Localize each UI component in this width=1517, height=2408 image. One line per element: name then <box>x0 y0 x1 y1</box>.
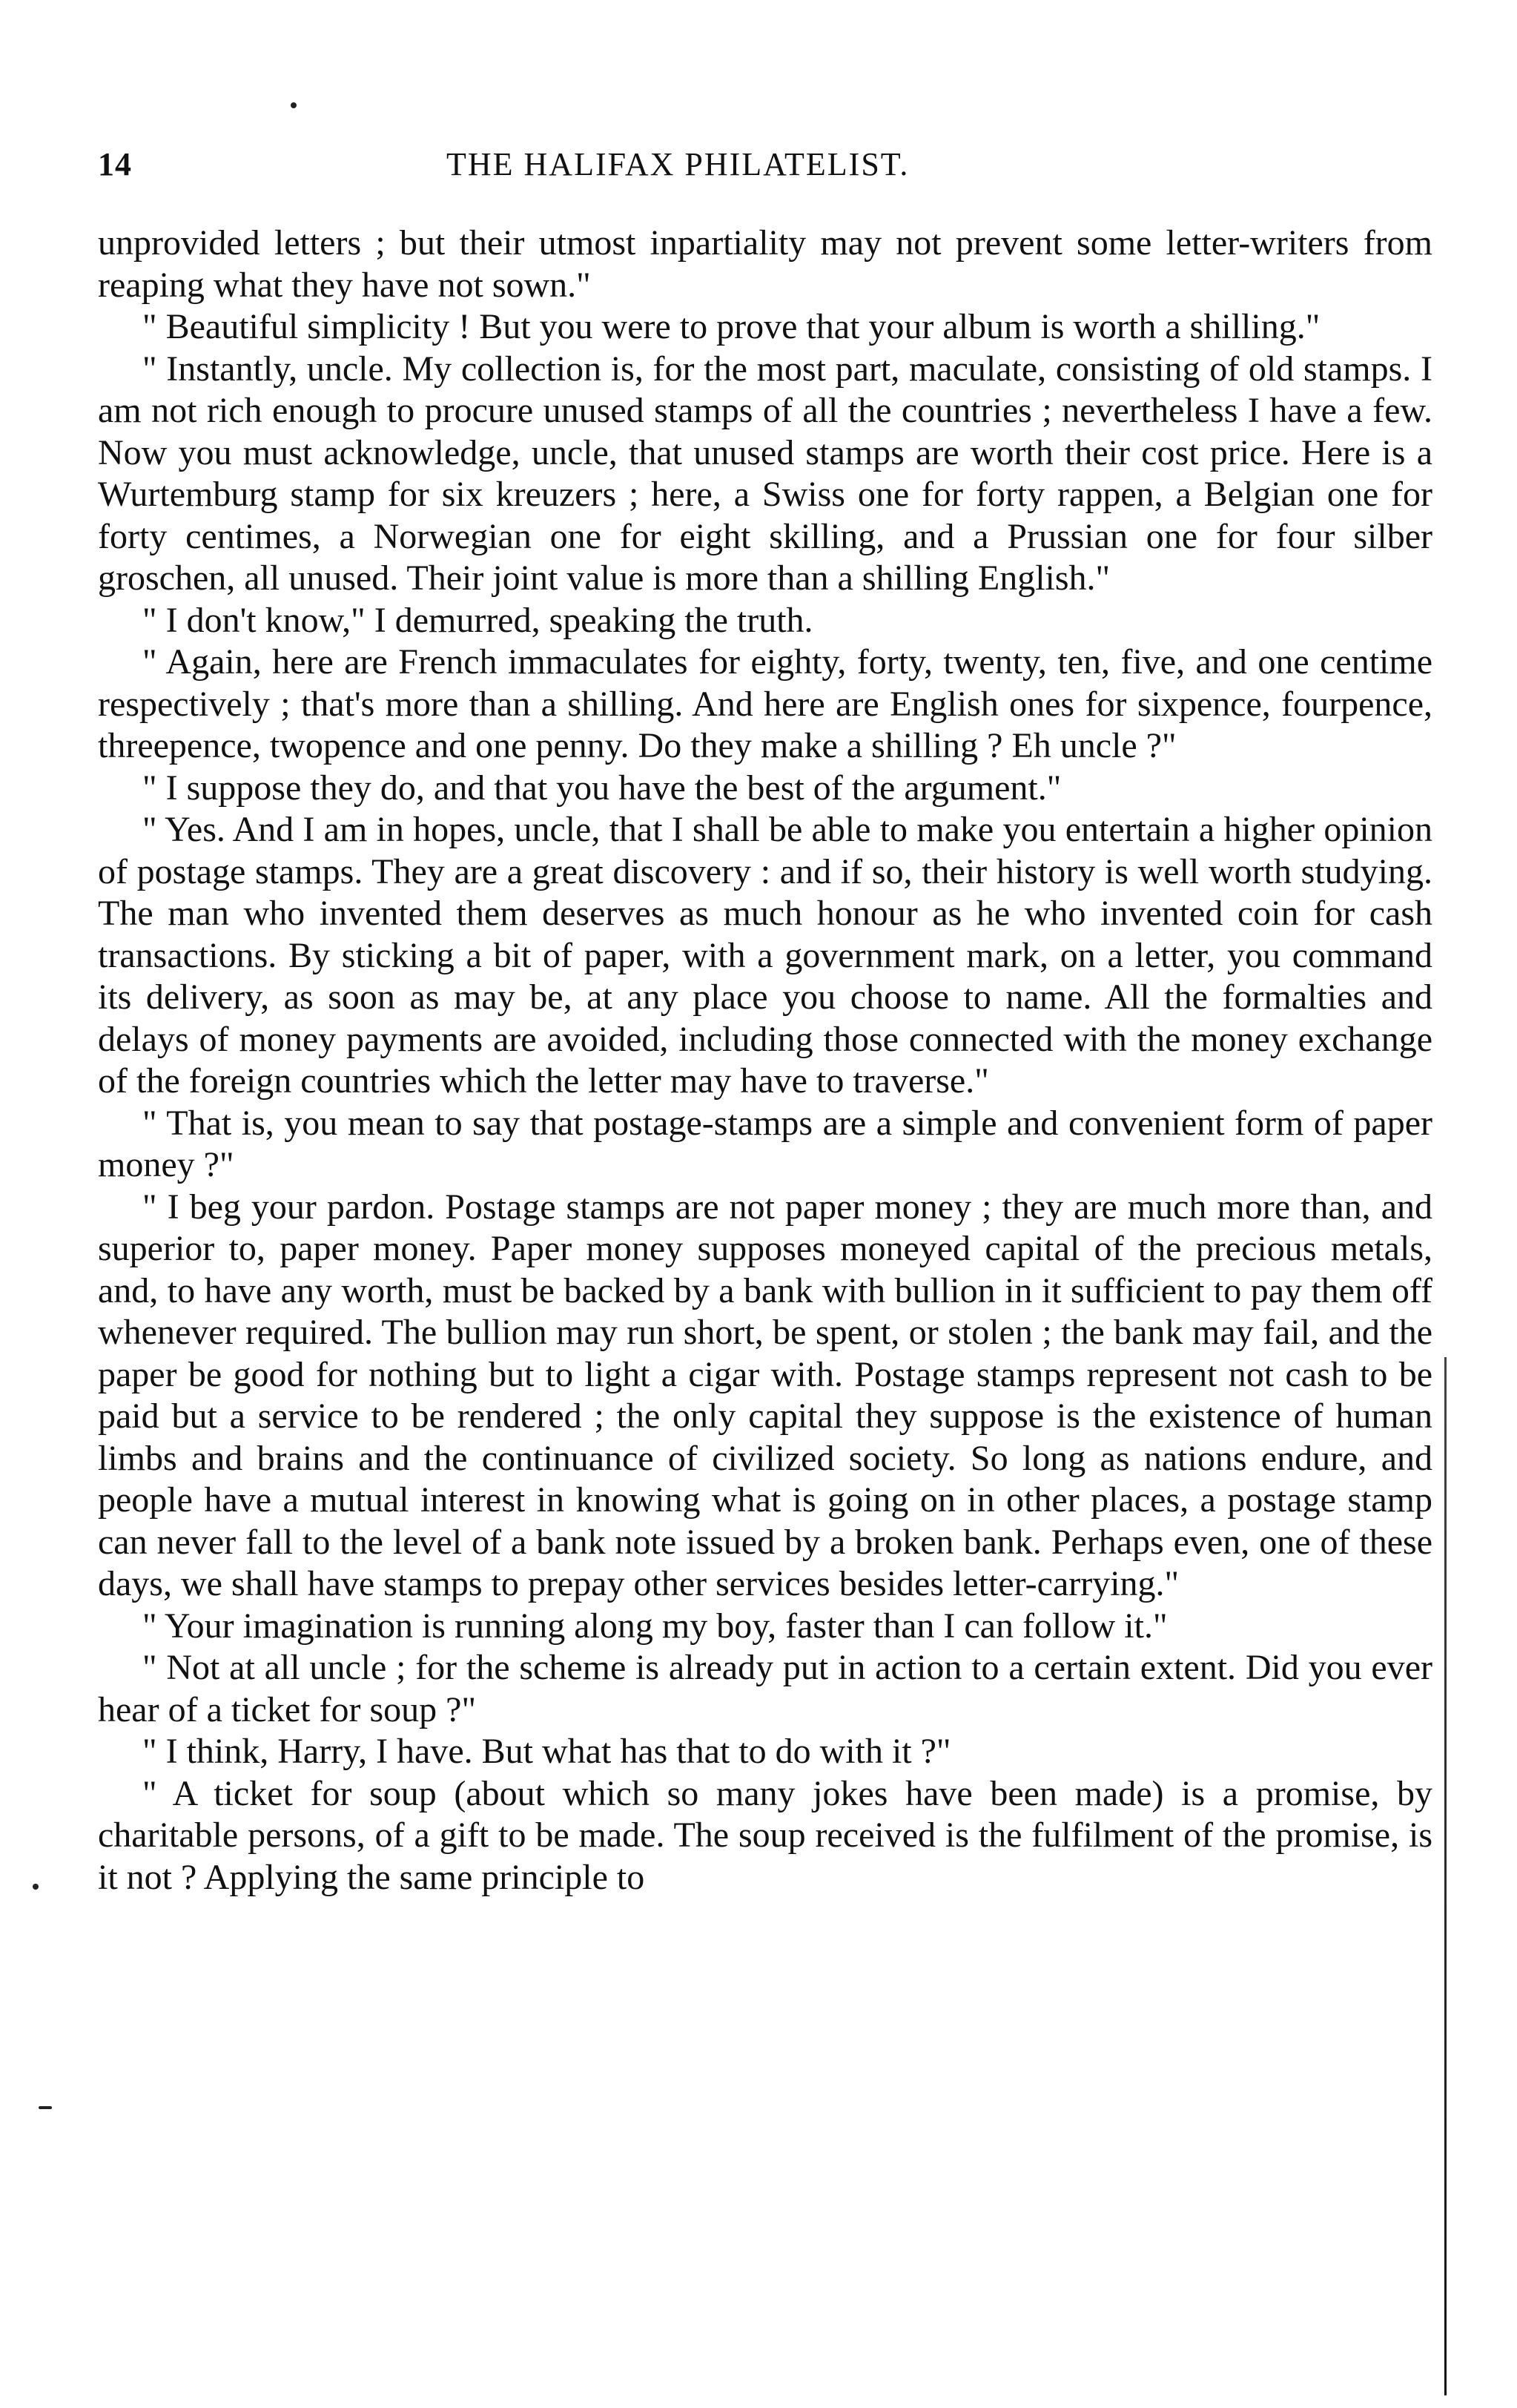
paragraph: " Instantly, uncle. My collection is, for the most part, maculate, consisting of old stamps. I am not rich enough to procure unused stamps of all the countries ; nevertheless I have a few. Now you must acknowledge, uncle, that unused stamps are worth their cost price. Here is a Wurtemburg stamp for six kreuzers ; here, a Swiss one for forty rappen, a Belgian one for forty centimes, a Norwegian one for eight skilling, and a Prussian one for four silber groschen, all unused. Their joint value is more than a shilling English." <box>98 349 1432 598</box>
print-speck <box>291 102 297 108</box>
page-header <box>98 145 1432 197</box>
running-title: THE HALIFAX PHILATELIST. <box>446 146 910 182</box>
paragraph-continuation: unprovided letters ; but their utmost inpartiality may not prevent some letter-writers from reaping what they have not sown." <box>98 223 1432 305</box>
print-speck <box>39 2106 52 2109</box>
paragraph: " Again, here are French immaculates for eighty, forty, twenty, ten, five, and one centime respectively ; that's more than a shilling. And here are English ones for sixpence, fourpence, threepence, twopence and one penny. Do they make a shilling ? Eh uncle ?" <box>98 642 1432 765</box>
paragraph: " I suppose they do, and that you have the best of the argument." <box>142 768 1062 808</box>
binding-edge-rule <box>1444 1357 1447 2395</box>
paragraph: " I think, Harry, I have. But what has that to do with it ?" <box>142 1732 951 1771</box>
paragraph: " Yes. And I am in hopes, uncle, that I shall be able to make you entertain a higher opinion of postage stamps. They are a great discovery : and if so, their history is well worth studying. The man who invented them deserves as much honour as he who invented coin for cash transactions. By sticking a bit of paper, with a government mark, on a letter, you command its delivery, as soon as may be, at any place you choose to name. All the formalties and delays of money payments are avoided, including those connected with the money exchange of the foreign countries which the letter may have to traverse." <box>98 810 1432 1101</box>
paragraph: " A ticket for soup (about which so many jokes have been made) is a promise, by charitable persons, of a gift to be made. The soup received is the fulfilment of the promise, is it not ? Applying the same principle to <box>98 1773 1432 1897</box>
paragraph: " I don't know," I demurred, speaking the truth. <box>142 600 813 640</box>
paragraph: " That is, you mean to say that postage-stamps are a simple and convenient form of paper money ?" <box>98 1103 1432 1184</box>
paragraph: " Not at all uncle ; for the scheme is already put in action to a certain extent. Did you ever hear of a ticket for soup ?" <box>98 1648 1432 1729</box>
paragraph: " Your imagination is running along my boy, faster than I can follow it." <box>142 1606 1168 1646</box>
body-text <box>98 222 1432 1899</box>
paragraph: " I beg your pardon. Postage stamps are not paper money ; they are much more than, and superior to, paper money. Paper money supposes moneyed capital of the precious metals, and, to have any worth, must be backed by a bank with bullion in it sufficient to pay them off whenever required. The bullion may run short, be spent, or stolen ; the bank may fail, and the paper be good for nothing but to light a cigar with. Postage stamps represent not cash to be paid but a service to be rendered ; the only capital they suppose is the existence of human limbs and brains and the continuance of civilized society. So long as nations endure, and people have a mutual interest in knowing what is going on in other places, a postage stamp can never fall to the level of a bank note issued by a broken bank. Perhaps even, one of these days, we shall have stamps to prepay other services besides letter-carrying." <box>98 1187 1432 1603</box>
page-number: 14 <box>98 146 132 182</box>
print-speck <box>33 1884 39 1890</box>
paragraph: " Beautiful simplicity ! But you were to prove that your album is worth a shilling." <box>142 307 1321 346</box>
